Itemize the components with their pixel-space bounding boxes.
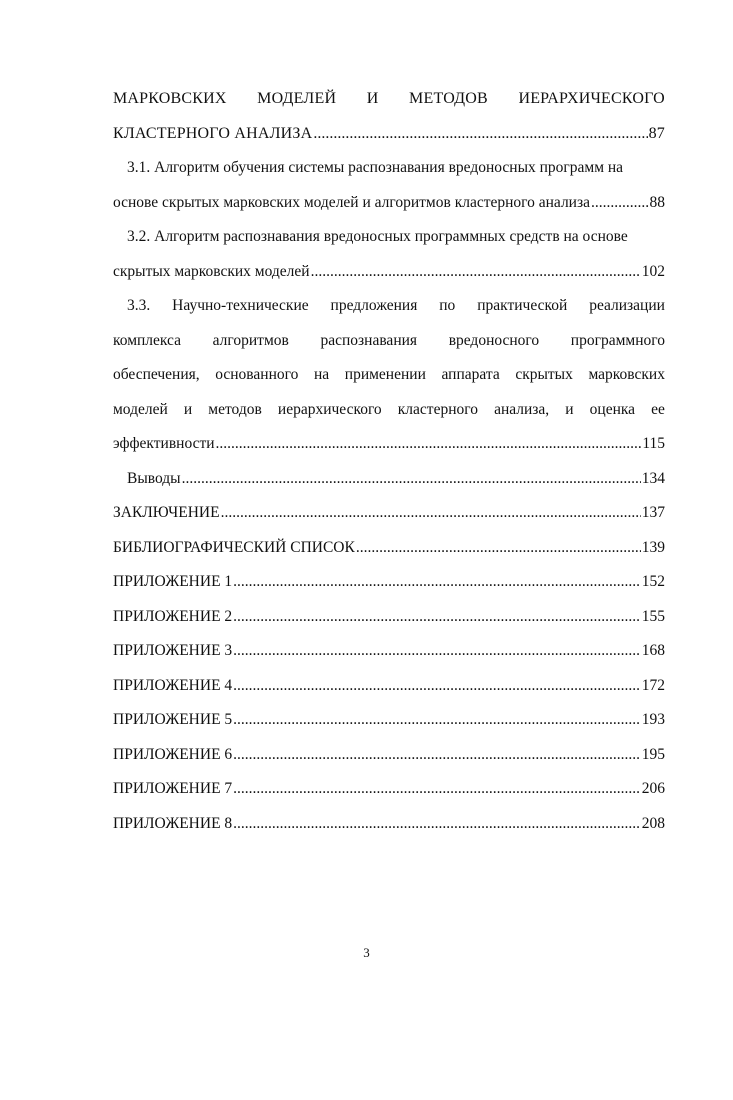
toc-page-number: 134 xyxy=(641,469,665,487)
toc-entry-label: БИБЛИОГРАФИЧЕСКИЙ СПИСОК xyxy=(113,538,355,556)
toc-word: аппарата xyxy=(441,366,500,383)
toc-word: на xyxy=(313,366,330,383)
toc-leader-dots xyxy=(216,427,642,462)
toc-word: и xyxy=(183,400,193,418)
toc-word: марковских xyxy=(588,366,665,383)
toc-word: основанного xyxy=(215,366,299,383)
toc-entry-appendix-7[interactable] xyxy=(113,772,665,807)
toc-word: реализации xyxy=(589,297,665,314)
toc-word: кластерного xyxy=(397,400,478,418)
toc-entry-appendix-4[interactable] xyxy=(113,669,665,704)
toc-page-number: 193 xyxy=(641,711,665,728)
toc-entry-bibliography[interactable] xyxy=(113,531,665,566)
toc-page-number: 168 xyxy=(641,642,665,659)
toc-word: Научно-технические xyxy=(172,297,309,314)
toc-page-number: 195 xyxy=(641,745,665,763)
toc-page-number: 208 xyxy=(641,814,665,832)
toc-leader-dots xyxy=(233,565,641,600)
toc-page-number: 137 xyxy=(641,504,665,521)
toc-entry-appendix-1[interactable] xyxy=(113,565,665,600)
toc-page-number: 87 xyxy=(648,124,665,142)
toc-page-number: 172 xyxy=(641,676,665,694)
toc-page-number: 115 xyxy=(642,435,665,452)
toc-leader-dots xyxy=(221,496,641,531)
toc-leader-dots xyxy=(233,703,641,738)
toc-chapter3-title-line2[interactable] xyxy=(113,117,665,152)
toc-entry-label: ПРИЛОЖЕНИЕ 2 xyxy=(113,607,233,625)
toc-word: по xyxy=(439,297,456,314)
toc-entry-label: ПРИЛОЖЕНИЕ 3 xyxy=(113,642,233,659)
toc-entry-appendix-5[interactable] xyxy=(113,703,665,738)
toc-entry-label: эффективности xyxy=(113,435,215,452)
toc-entry-appendix-2[interactable] xyxy=(113,600,665,635)
toc-word: практической xyxy=(477,297,568,314)
toc-section-3-3-line5[interactable] xyxy=(113,427,665,462)
toc-word: иерархического xyxy=(277,400,382,418)
toc-leader-dots xyxy=(313,117,647,152)
toc-word: методов xyxy=(208,400,262,418)
toc-entry-label: ПРИЛОЖЕНИЕ 8 xyxy=(113,814,233,832)
toc-leader-dots xyxy=(311,255,641,290)
toc-section-3-3-line3 xyxy=(113,358,665,393)
toc-word: и xyxy=(565,400,574,418)
toc-entry-label: ПРИЛОЖЕНИЕ 7 xyxy=(113,780,233,797)
toc-word: применении xyxy=(344,366,426,383)
toc-leader-dots xyxy=(233,669,641,704)
toc-entry-label: 3.1. Алгоритм обучения системы распознавания вредоносных программ на xyxy=(127,159,624,176)
toc-word: вредоносного xyxy=(448,331,540,349)
toc-word: предложения xyxy=(330,297,418,314)
toc-word: ее xyxy=(651,400,665,418)
toc-entry-appendix-6[interactable] xyxy=(113,738,665,773)
toc-entry-appendix-8[interactable] xyxy=(113,807,665,842)
toc-entry-label: КЛАСТЕРНОГО АНАЛИЗА xyxy=(113,124,313,142)
toc-word: ИЕРАРХИЧЕСКОГО xyxy=(518,90,665,107)
toc-page-number: 139 xyxy=(641,538,665,556)
toc-section-3-3-line2 xyxy=(113,324,665,359)
toc-leader-dots xyxy=(182,462,641,497)
toc-entry-appendix-3[interactable] xyxy=(113,634,665,669)
toc-word: программного xyxy=(570,331,665,349)
toc-word: И xyxy=(366,90,379,107)
toc-leader-dots xyxy=(233,600,641,635)
toc-section-3-3-line1 xyxy=(113,289,665,324)
toc-page-number: 155 xyxy=(641,607,665,625)
toc-word: МОДЕЛЕЙ xyxy=(257,90,337,107)
toc-entry-label: 3.2. Алгоритм распознавания вредоносных программных средств на основе xyxy=(127,228,628,245)
toc-leader-dots xyxy=(233,772,641,807)
toc-leader-dots xyxy=(233,738,641,773)
toc-word: анализа, xyxy=(494,400,550,418)
toc-chapter3-title-line1 xyxy=(113,82,665,117)
toc-word: обеспечения, xyxy=(113,366,200,383)
toc-entry-label: основе скрытых марковских моделей и алгоритмов кластерного анализа xyxy=(113,193,590,211)
toc-entry-label: ПРИЛОЖЕНИЕ 4 xyxy=(113,676,233,694)
toc-page-number: 152 xyxy=(641,573,665,590)
toc-word: 3.3. xyxy=(127,297,151,314)
toc-entry-zaklyuchenie[interactable] xyxy=(113,496,665,531)
toc-entry-label: ЗАКЛЮЧЕНИЕ xyxy=(113,504,220,521)
toc-section-3-2-line2[interactable] xyxy=(113,255,665,290)
toc-entry-label: ПРИЛОЖЕНИЕ 1 xyxy=(113,573,233,590)
toc-entry-label: Выводы xyxy=(127,469,181,487)
toc-word: МЕТОДОВ xyxy=(409,90,488,107)
toc-page-number: 102 xyxy=(641,262,665,280)
toc-word: распознавания xyxy=(320,331,418,349)
toc-page-number: 88 xyxy=(649,193,665,211)
table-of-contents xyxy=(113,82,665,841)
toc-section-3-3-line4 xyxy=(113,393,665,428)
toc-page-number: 206 xyxy=(641,780,665,797)
toc-word: алгоритмов xyxy=(212,331,289,349)
toc-entry-label: ПРИЛОЖЕНИЕ 5 xyxy=(113,711,233,728)
toc-leader-dots xyxy=(233,807,641,842)
toc-section-3-1-line1 xyxy=(113,151,665,186)
toc-word: комплекса xyxy=(113,331,182,349)
toc-word: моделей xyxy=(113,400,168,418)
toc-leader-dots xyxy=(356,531,641,566)
toc-word: МАРКОВСКИХ xyxy=(113,90,227,107)
toc-section-3-1-line2[interactable] xyxy=(113,186,665,221)
toc-entry-label: ПРИЛОЖЕНИЕ 6 xyxy=(113,745,233,763)
toc-section-3-2-line1 xyxy=(113,220,665,255)
toc-leader-dots xyxy=(233,634,641,669)
toc-entry-label: скрытых марковских моделей xyxy=(113,262,310,280)
toc-word: скрытых xyxy=(515,366,573,383)
toc-entry-conclusions[interactable] xyxy=(113,462,665,497)
page-footer-number: 3 xyxy=(363,945,370,960)
toc-leader-dots xyxy=(591,186,649,221)
toc-word: оценка xyxy=(589,400,636,418)
